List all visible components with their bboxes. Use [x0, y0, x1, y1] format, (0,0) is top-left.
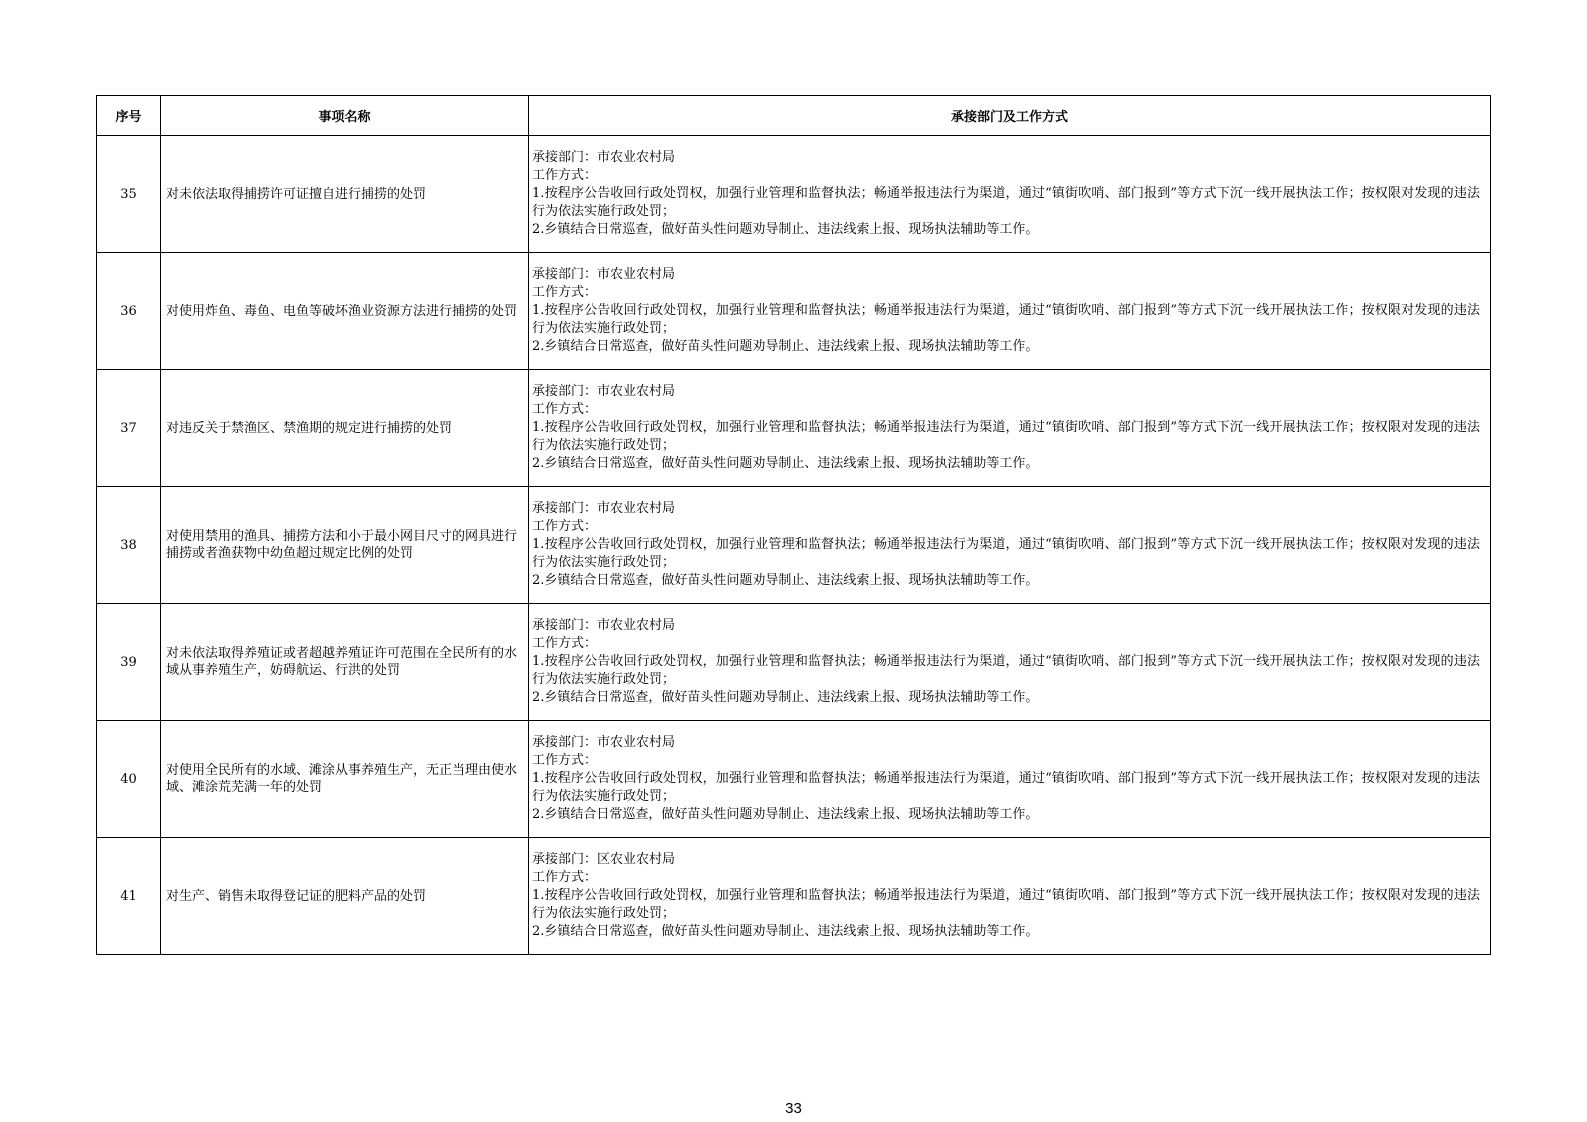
table-row	[97, 838, 1491, 955]
table-row	[97, 370, 1491, 487]
dept-line: 承接部门：市农业农村局	[532, 501, 676, 516]
row-dept-method	[529, 370, 1491, 487]
method-item-1: 1.按程序公告收回行政处罚权，加强行业管理和监督执法；畅通举报违法行为渠道，通过“镇街吹哨、部门报到”等方式下沉一线开展执法工作；按权限对发现的违法行为依法实施行政处罚；	[532, 420, 1480, 453]
method-item-1: 1.按程序公告收回行政处罚权，加强行业管理和监督执法；畅通举报违法行为渠道，通过“镇街吹哨、部门报到”等方式下沉一线开展执法工作；按权限对发现的违法行为依法实施行政处罚；	[532, 771, 1480, 804]
header-row	[97, 96, 1491, 136]
row-seq: 38	[97, 487, 161, 604]
header-name: 事项名称	[161, 96, 529, 136]
row-item-name: 对使用全民所有的水域、滩涂从事养殖生产，无正当理由使水域、滩涂荒芜满一年的处罚	[161, 721, 529, 838]
row-dept-method	[529, 487, 1491, 604]
method-label: 工作方式：	[532, 636, 598, 651]
method-item-1: 1.按程序公告收回行政处罚权，加强行业管理和监督执法；畅通举报违法行为渠道，通过“镇街吹哨、部门报到”等方式下沉一线开展执法工作；按权限对发现的违法行为依法实施行政处罚；	[532, 654, 1480, 687]
items-table	[96, 95, 1491, 955]
method-item-1: 1.按程序公告收回行政处罚权，加强行业管理和监督执法；畅通举报违法行为渠道，通过“镇街吹哨、部门报到”等方式下沉一线开展执法工作；按权限对发现的违法行为依法实施行政处罚；	[532, 537, 1480, 570]
table-header	[97, 96, 1491, 136]
row-dept-method	[529, 838, 1491, 955]
row-item-name: 对使用炸鱼、毒鱼、电鱼等破坏渔业资源方法进行捕捞的处罚	[161, 253, 529, 370]
row-seq: 37	[97, 370, 161, 487]
page-number: 33	[785, 1100, 802, 1117]
row-seq: 39	[97, 604, 161, 721]
table-row	[97, 136, 1491, 253]
row-item-name: 对生产、销售未取得登记证的肥料产品的处罚	[161, 838, 529, 955]
row-item-name: 对使用禁用的渔具、捕捞方法和小于最小网目尺寸的网具进行捕捞或者渔获物中幼鱼超过规定比例的处罚	[161, 487, 529, 604]
row-item-name: 对未依法取得养殖证或者超越养殖证许可范围在全民所有的水域从事养殖生产，妨碍航运、行洪的处罚	[161, 604, 529, 721]
method-label: 工作方式：	[532, 519, 598, 534]
method-item-1: 1.按程序公告收回行政处罚权，加强行业管理和监督执法；畅通举报违法行为渠道，通过“镇街吹哨、部门报到”等方式下沉一线开展执法工作；按权限对发现的违法行为依法实施行政处罚；	[532, 186, 1480, 219]
method-item-2: 2.乡镇结合日常巡查，做好苗头性问题劝导制止、违法线索上报、现场执法辅助等工作。	[532, 222, 1039, 237]
row-item-name: 对违反关于禁渔区、禁渔期的规定进行捕捞的处罚	[161, 370, 529, 487]
method-item-2: 2.乡镇结合日常巡查，做好苗头性问题劝导制止、违法线索上报、现场执法辅助等工作。	[532, 573, 1039, 588]
method-label: 工作方式：	[532, 402, 598, 417]
table-row	[97, 604, 1491, 721]
method-item-2: 2.乡镇结合日常巡查，做好苗头性问题劝导制止、违法线索上报、现场执法辅助等工作。	[532, 690, 1039, 705]
method-item-2: 2.乡镇结合日常巡查，做好苗头性问题劝导制止、违法线索上报、现场执法辅助等工作。	[532, 456, 1039, 471]
method-item-2: 2.乡镇结合日常巡查，做好苗头性问题劝导制止、违法线索上报、现场执法辅助等工作。	[532, 924, 1039, 939]
dept-line: 承接部门：市农业农村局	[532, 735, 676, 750]
row-seq: 41	[97, 838, 161, 955]
row-dept-method	[529, 253, 1491, 370]
row-seq: 36	[97, 253, 161, 370]
row-dept-method	[529, 136, 1491, 253]
dept-line: 承接部门：区农业农村局	[532, 852, 676, 867]
method-label: 工作方式：	[532, 285, 598, 300]
dept-line: 承接部门：市农业农村局	[532, 150, 676, 165]
row-item-name: 对未依法取得捕捞许可证擅自进行捕捞的处罚	[161, 136, 529, 253]
row-dept-method	[529, 721, 1491, 838]
header-seq: 序号	[97, 96, 161, 136]
table-row	[97, 487, 1491, 604]
method-label: 工作方式：	[532, 168, 598, 183]
header-dept: 承接部门及工作方式	[529, 96, 1491, 136]
method-item-1: 1.按程序公告收回行政处罚权，加强行业管理和监督执法；畅通举报违法行为渠道，通过“镇街吹哨、部门报到”等方式下沉一线开展执法工作；按权限对发现的违法行为依法实施行政处罚；	[532, 888, 1480, 921]
dept-line: 承接部门：市农业农村局	[532, 267, 676, 282]
method-label: 工作方式：	[532, 870, 598, 885]
dept-line: 承接部门：市农业农村局	[532, 384, 676, 399]
row-seq: 40	[97, 721, 161, 838]
method-item-2: 2.乡镇结合日常巡查，做好苗头性问题劝导制止、违法线索上报、现场执法辅助等工作。	[532, 807, 1039, 822]
method-item-1: 1.按程序公告收回行政处罚权，加强行业管理和监督执法；畅通举报违法行为渠道，通过“镇街吹哨、部门报到”等方式下沉一线开展执法工作；按权限对发现的违法行为依法实施行政处罚；	[532, 303, 1480, 336]
row-seq: 35	[97, 136, 161, 253]
row-dept-method	[529, 604, 1491, 721]
method-label: 工作方式：	[532, 753, 598, 768]
table-row	[97, 253, 1491, 370]
dept-line: 承接部门：市农业农村局	[532, 618, 676, 633]
table-body	[97, 136, 1491, 955]
table-row	[97, 721, 1491, 838]
method-item-2: 2.乡镇结合日常巡查，做好苗头性问题劝导制止、违法线索上报、现场执法辅助等工作。	[532, 339, 1039, 354]
